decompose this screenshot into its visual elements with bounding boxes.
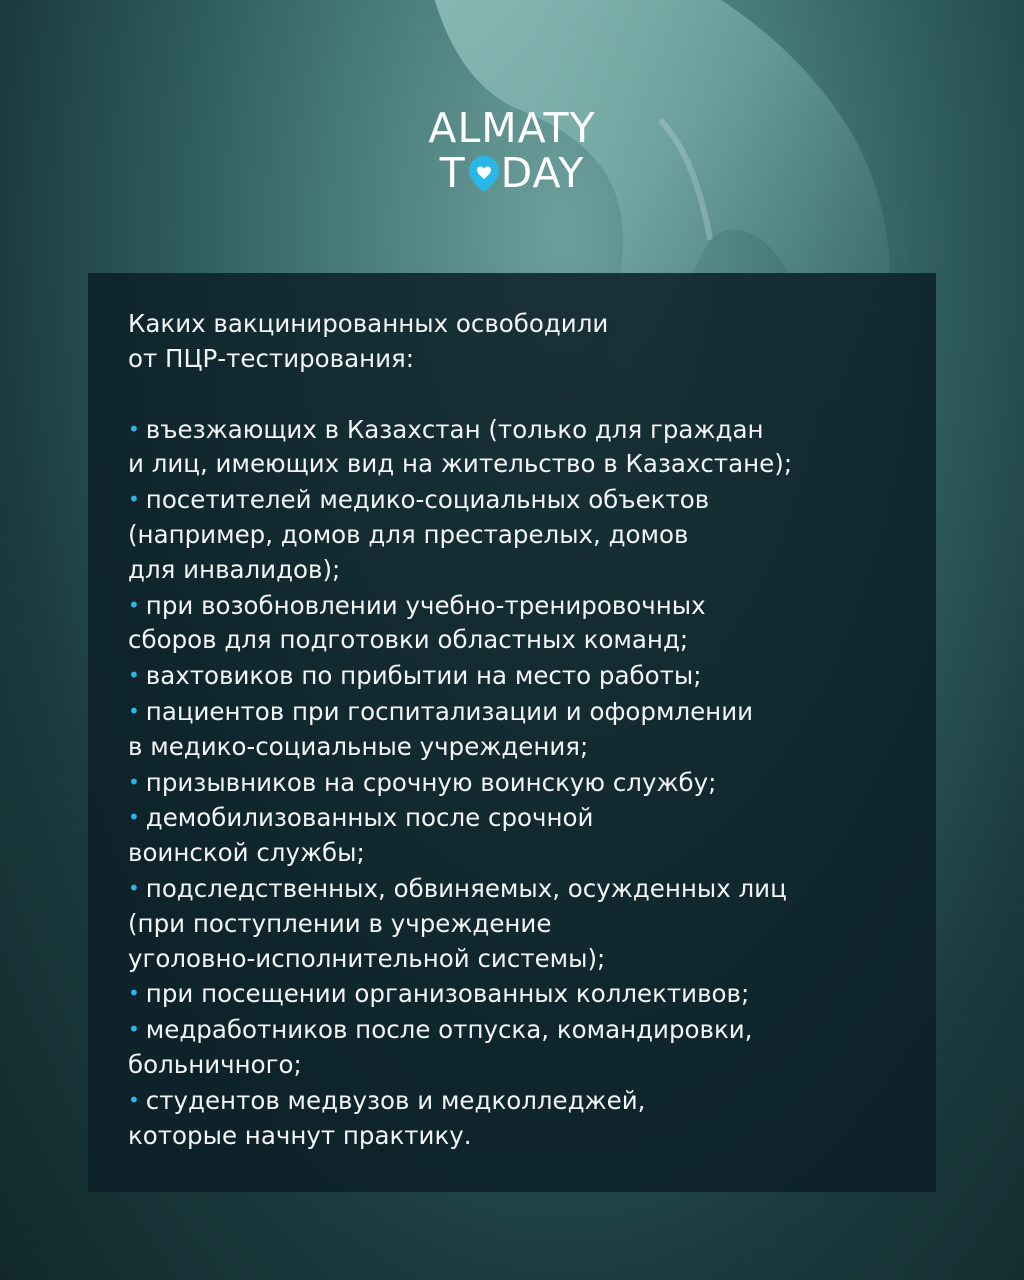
list-item-text: пациентов при госпитализации и оформлении [145, 696, 754, 726]
heading-line: Каких вакцинированных освободили [128, 309, 609, 338]
list-item-text: подследственных, обвиняемых, осужденных лиц [145, 873, 787, 903]
list-item-line [128, 623, 906, 658]
list-item-text: в медико-социальные учреждения; [128, 731, 589, 761]
list-item-line [128, 553, 906, 588]
list-item-line [128, 1012, 906, 1048]
list-item [128, 412, 906, 483]
bullet-dot-icon: • [128, 592, 140, 617]
list-item-text: вахтовиков по прибытии на место работы; [145, 661, 702, 691]
list-item-line [128, 1048, 906, 1083]
list-item-line [128, 482, 906, 518]
logo-wordmark-bottom [439, 149, 585, 197]
list-item-line [128, 907, 906, 942]
info-panel-content [128, 307, 906, 1153]
list-item-text: при посещении организованных коллективов; [145, 979, 750, 1009]
list-item-text: уголовно-исполнительной системы); [128, 943, 606, 973]
list-item-line [128, 447, 906, 482]
almaty-today-logo [0, 104, 1024, 197]
bullet-dot-icon: • [128, 1087, 140, 1112]
list-item-line [128, 694, 906, 730]
exemption-list [128, 412, 906, 1154]
list-item-text: (например, домов для престарелых, домов [128, 519, 689, 549]
heart-map-pin-icon [468, 155, 500, 193]
panel-heading [128, 307, 906, 377]
list-item-text: посетителей медико-социальных объектов [145, 485, 710, 515]
list-item-text: которые начнут практику. [128, 1120, 472, 1150]
list-item-text: и лиц, имеющих вид на жительство в Казахстане); [128, 449, 793, 479]
list-item-line [128, 658, 906, 694]
bullet-dot-icon: • [128, 416, 140, 441]
bullet-dot-icon: • [128, 487, 140, 512]
info-panel [88, 273, 936, 1192]
logo-letters-day: DAY [500, 149, 585, 197]
list-item-line [128, 836, 906, 871]
list-item [128, 1012, 906, 1083]
list-item-text: въезжающих в Казахстан (только для граждан [145, 414, 764, 444]
logo-letter-t: T [439, 149, 466, 197]
list-item-line [128, 412, 906, 448]
list-item [128, 1083, 906, 1154]
list-item-line [128, 871, 906, 907]
list-item [128, 588, 906, 659]
list-item-line [128, 1083, 906, 1119]
bullet-dot-icon: • [128, 981, 140, 1006]
list-item-line [128, 518, 906, 553]
list-item-text: демобилизованных после срочной [145, 803, 594, 833]
list-item [128, 800, 906, 871]
list-item [128, 694, 906, 765]
list-item-text: сборов для подготовки областных команд; [128, 625, 689, 655]
list-item-line [128, 588, 906, 624]
bullet-dot-icon: • [128, 875, 140, 900]
bullet-dot-icon: • [128, 663, 140, 688]
bullet-dot-icon: • [128, 769, 140, 794]
list-item [128, 765, 906, 801]
list-item [128, 658, 906, 694]
list-item-text: больничного; [128, 1049, 302, 1079]
bullet-dot-icon: • [128, 805, 140, 830]
list-item-line [128, 765, 906, 801]
list-item-text: для инвалидов); [128, 554, 341, 584]
list-item-text: при возобновлении учебно-тренировочных [145, 590, 706, 620]
list-item-text: воинской службы; [128, 838, 365, 868]
list-item-line [128, 1119, 906, 1154]
heading-line: от ПЦР-тестирования: [128, 343, 415, 373]
list-item [128, 871, 906, 976]
list-item-line [128, 730, 906, 765]
list-item-text: студентов медвузов и медколледжей, [145, 1085, 646, 1115]
list-item [128, 482, 906, 587]
list-item [128, 976, 906, 1012]
bullet-dot-icon: • [128, 698, 140, 723]
list-item-text: призывников на срочную воинскую службу; [145, 767, 717, 797]
list-item-line [128, 976, 906, 1012]
logo-wordmark-top: ALMATY [428, 104, 596, 152]
list-item-text: (при поступлении в учреждение [128, 908, 552, 938]
list-item-line [128, 800, 906, 836]
list-item-text: медработников после отпуска, командировки, [145, 1015, 753, 1045]
bullet-dot-icon: • [128, 1017, 140, 1042]
list-item-line [128, 942, 906, 977]
